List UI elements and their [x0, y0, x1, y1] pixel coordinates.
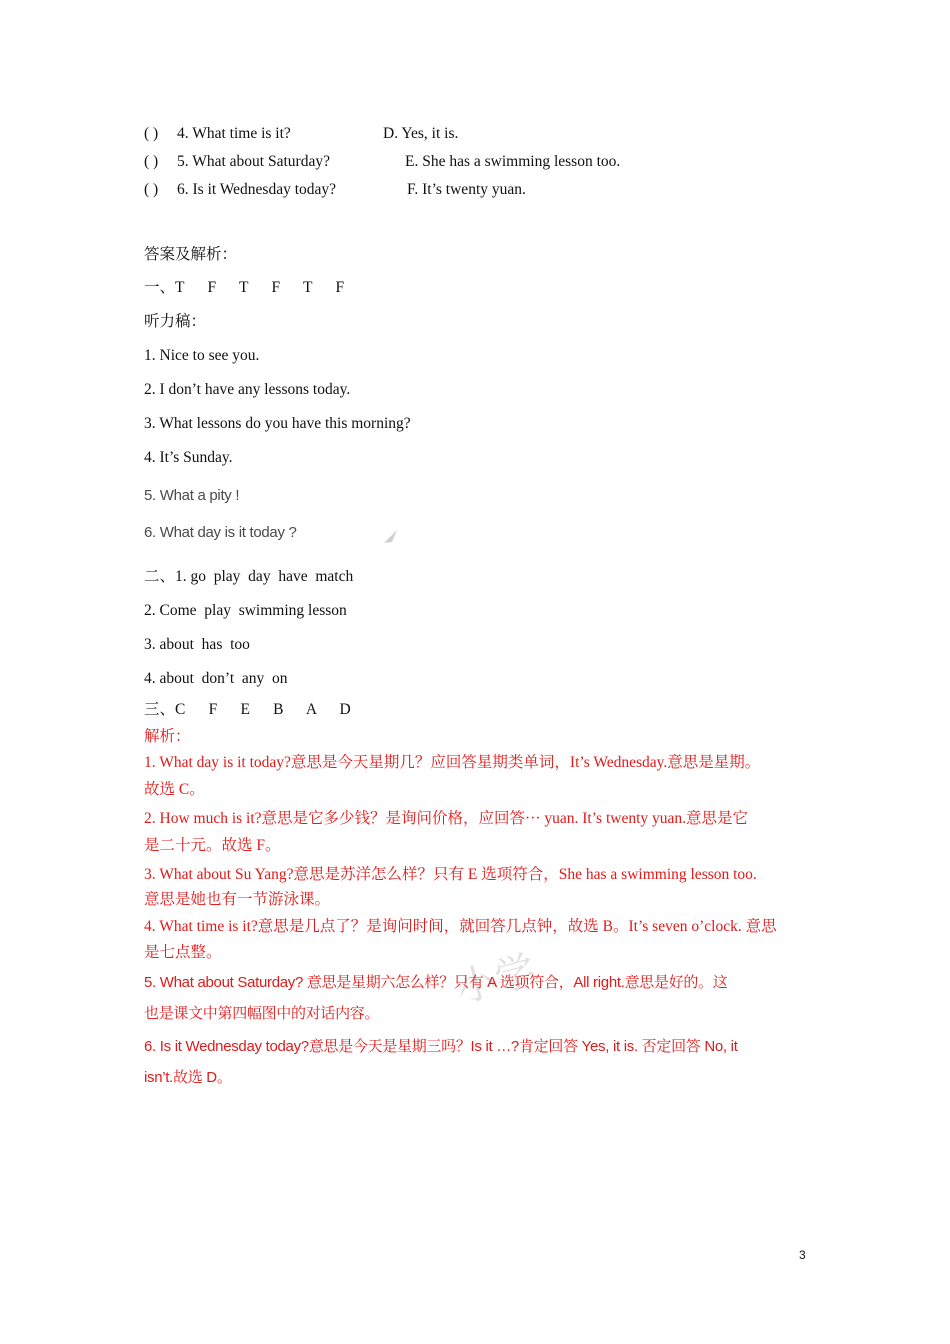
option-text: E. She has a swimming lesson too. — [405, 153, 621, 170]
part1-answers: 一、T F T F T F — [144, 279, 345, 296]
analysis-1-line-2: 故选 C。 — [144, 781, 205, 798]
part2-line-3: 3. about has too — [144, 636, 250, 653]
script-line-3: 3. What lessons do you have this morning? — [144, 415, 411, 432]
question-text: 4. What time is it? — [177, 125, 291, 142]
pen-stroke-mark — [382, 528, 398, 544]
script-line-2: 2. I don’t have any lessons today. — [144, 381, 351, 398]
watermark: 小学 — [451, 947, 541, 1013]
script-line-6: 6. What day is it today ? — [144, 524, 297, 541]
analysis-6-line-1: 6. Is it Wednesday today?意思是今天是星期三吗？Is it …?肯定回答 Yes, it is. 否定回答 No, it — [144, 1038, 738, 1055]
part2-line-1: 二、1. go play day have match — [144, 568, 354, 585]
part2-line-4: 4. about don’t any on — [144, 670, 288, 687]
page-number: 3 — [799, 1248, 806, 1262]
script-line-5: 5. What a pity ! — [144, 487, 240, 504]
answer-blank[interactable]: ( ) — [144, 153, 159, 170]
option-text: D. Yes, it is. — [383, 125, 459, 142]
listening-script-heading: 听力稿： — [144, 313, 207, 330]
script-line-4: 4. It’s Sunday. — [144, 449, 233, 466]
analysis-4-line-2: 是七点整。 — [144, 944, 222, 961]
answer-blank[interactable]: ( ) — [144, 181, 159, 198]
analysis-5-line-1: 5. What about Saturday? 意思是星期六怎么样？只有 A 选项符合，All right.意思是好的。这 — [144, 974, 728, 991]
analysis-5-line-2: 也是课文中第四幅图中的对话内容。 — [144, 1005, 380, 1022]
analysis-6-line-2: isn’t.故选 D。 — [144, 1069, 232, 1086]
answer-blank[interactable]: ( ) — [144, 125, 159, 142]
analysis-3-line-2: 意思是她也有一节游泳课。 — [144, 891, 331, 908]
question-text: 5. What about Saturday? — [177, 153, 330, 170]
analysis-2-line-1: 2. How much is it?意思是它多少钱？是询问价格，应回答··· yuan. It’s twenty yuan.意思是它 — [144, 810, 749, 827]
matching-row-4 — [144, 124, 804, 144]
matching-row-5 — [144, 152, 804, 172]
answers-heading: 答案及解析： — [144, 246, 238, 263]
analysis-3-line-1: 3. What about Su Yang?意思是苏洋怎么样？只有 E 选项符合，She has a swimming lesson too. — [144, 866, 757, 883]
analysis-2-line-2: 是二十元。故选 F。 — [144, 837, 281, 854]
question-text: 6. Is it Wednesday today? — [177, 181, 337, 198]
part3-answers: 三、C F E B A D — [144, 701, 351, 718]
part2-line-2: 2. Come play swimming lesson — [144, 602, 347, 619]
analysis-heading: 解析： — [144, 728, 191, 745]
matching-row-6 — [144, 180, 804, 200]
option-text: F. It’s twenty yuan. — [407, 181, 526, 198]
analysis-1-line-1: 1. What day is it today?意思是今天星期几？应回答星期类单词，It’s Wednesday.意思是星期。 — [144, 754, 761, 771]
script-line-1: 1. Nice to see you. — [144, 347, 260, 364]
analysis-4-line-1: 4. What time is it?意思是几点了？是询问时间，就回答几点钟，故选 B。It’s seven o’clock. 意思 — [144, 918, 777, 935]
